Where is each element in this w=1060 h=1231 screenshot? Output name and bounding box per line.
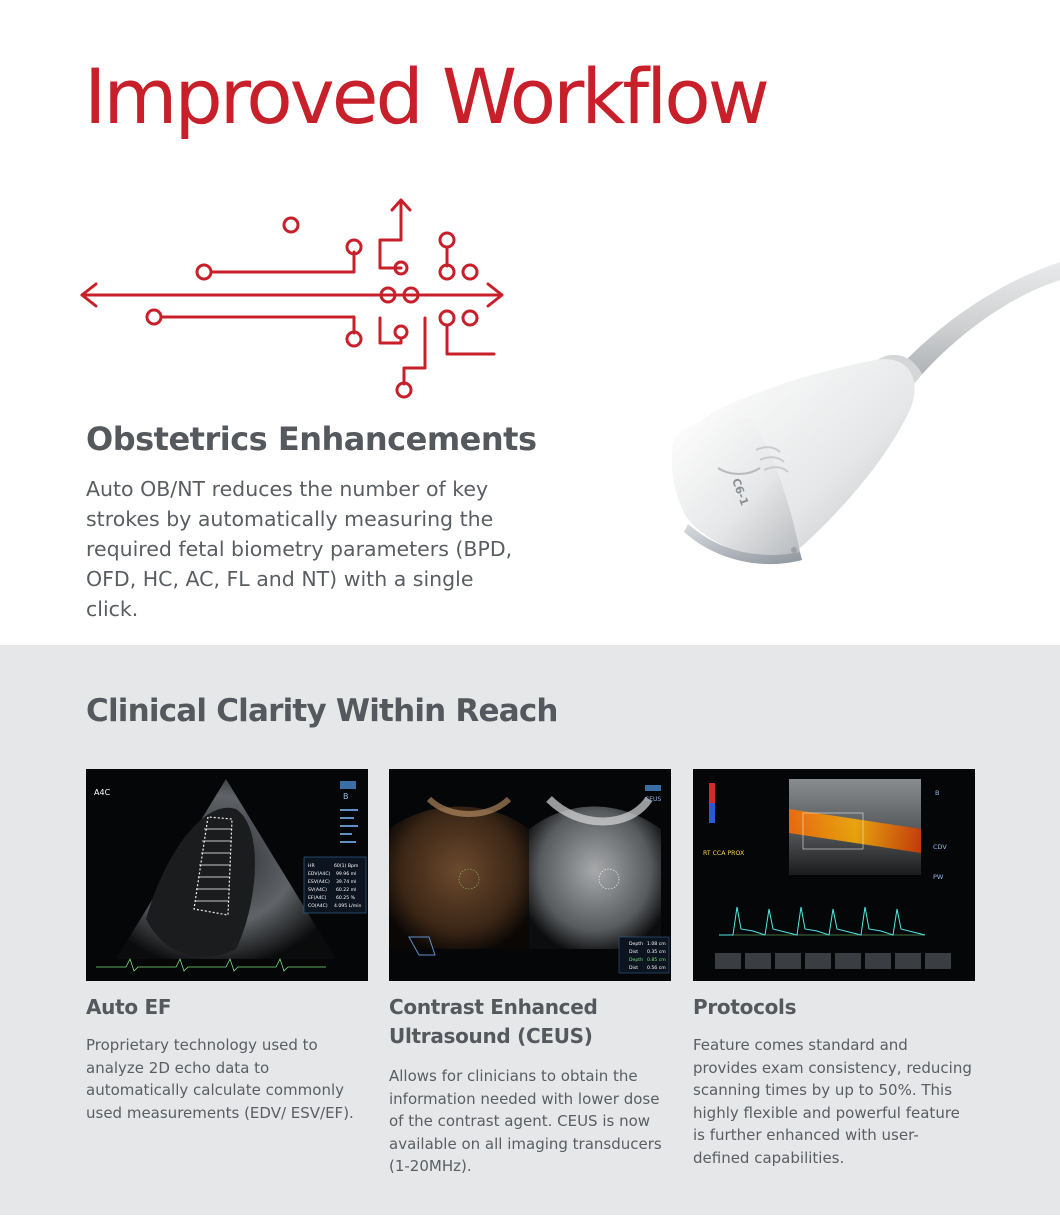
protocol-label: RT CCA PROX [703,850,745,857]
measurement-value: 0.85 cm [647,958,666,963]
measurement-name: SV(A4C) [308,888,327,893]
auto-ef-screenshot [86,769,368,981]
ceus-screenshot [389,769,671,981]
ecg-trace [96,959,326,971]
protocols-screenshot [693,769,975,981]
probe-model-label: C6-1 [729,476,751,508]
mode-label: CDV [933,843,947,851]
ceus-description: Allows for clinicians to obtain the information needed with lower dose of the contrast agent. CEUS is now available on all imaging transducers (1-20MHz). [389,1067,662,1175]
mode-label: B [935,789,940,797]
ceus-title: Contrast Enhanced Ultrasound (CEUS) [389,995,598,1048]
measurement-name: Dist [629,950,639,955]
measurement-name: Depth [629,958,643,963]
clinical-clarity-section [0,645,1060,1215]
transducer-probe-image [660,262,1060,582]
measurement-name: HR [308,864,315,869]
workflow-circuit-icon [70,188,520,413]
mode-label: B [343,792,349,801]
measurement-name: Depth [629,942,643,947]
measurement-value: 4.095 L/min [334,904,362,909]
measurement-value: 0.56 cm [647,966,666,971]
protocols-title: Protocols [693,995,797,1019]
auto-ef-card [86,769,368,1124]
measurement-name: EF(A4C) [308,896,327,901]
measurement-value: 39.74 ml [336,880,357,885]
measurement-name: CO(A4C) [308,904,328,909]
measurement-name: EDV(A4C) [308,872,331,877]
obstetrics-title: Obstetrics Enhancements [86,420,537,458]
measurement-value: 99.96 ml [336,872,357,877]
clinical-clarity-title: Clinical Clarity Within Reach [86,693,558,729]
measurement-value: 60.25 % [336,896,355,901]
view-label: A4C [94,788,111,797]
measurement-value: 60(1) Bpm [334,864,359,869]
doppler-waveform [719,907,925,935]
measurement-value: 1.08 cm [647,942,666,947]
protocols-description: Feature comes standard and provides exam consistency, reducing scanning times by up to 50%. This highly flexible and powerful feature is further enhanced with user-defined capabilities. [693,1036,972,1167]
ceus-card [389,769,671,1178]
page-title: Improved Workflow [84,52,767,141]
auto-ef-description: Proprietary technology used to analyze 2D echo data to automatically calculate commonly used measurements (EDV/ ESV/EF). [86,1036,354,1122]
measurement-name: ESV(A4C) [308,880,330,885]
auto-ef-title: Auto EF [86,995,172,1019]
measurement-name: Dist [629,966,639,971]
mode-label: CEUS [645,796,662,803]
obstetrics-description: Auto OB/NT reduces the number of key strokes by automatically measuring the required fetal biometry parameters (BPD, OFD, HC, AC, FL and NT) with a single click. [86,477,513,621]
measurement-value: 0.35 cm [647,950,666,955]
protocols-card [693,769,975,1169]
measurement-value: 60.22 ml [336,888,357,893]
mode-label: PW [933,873,944,881]
